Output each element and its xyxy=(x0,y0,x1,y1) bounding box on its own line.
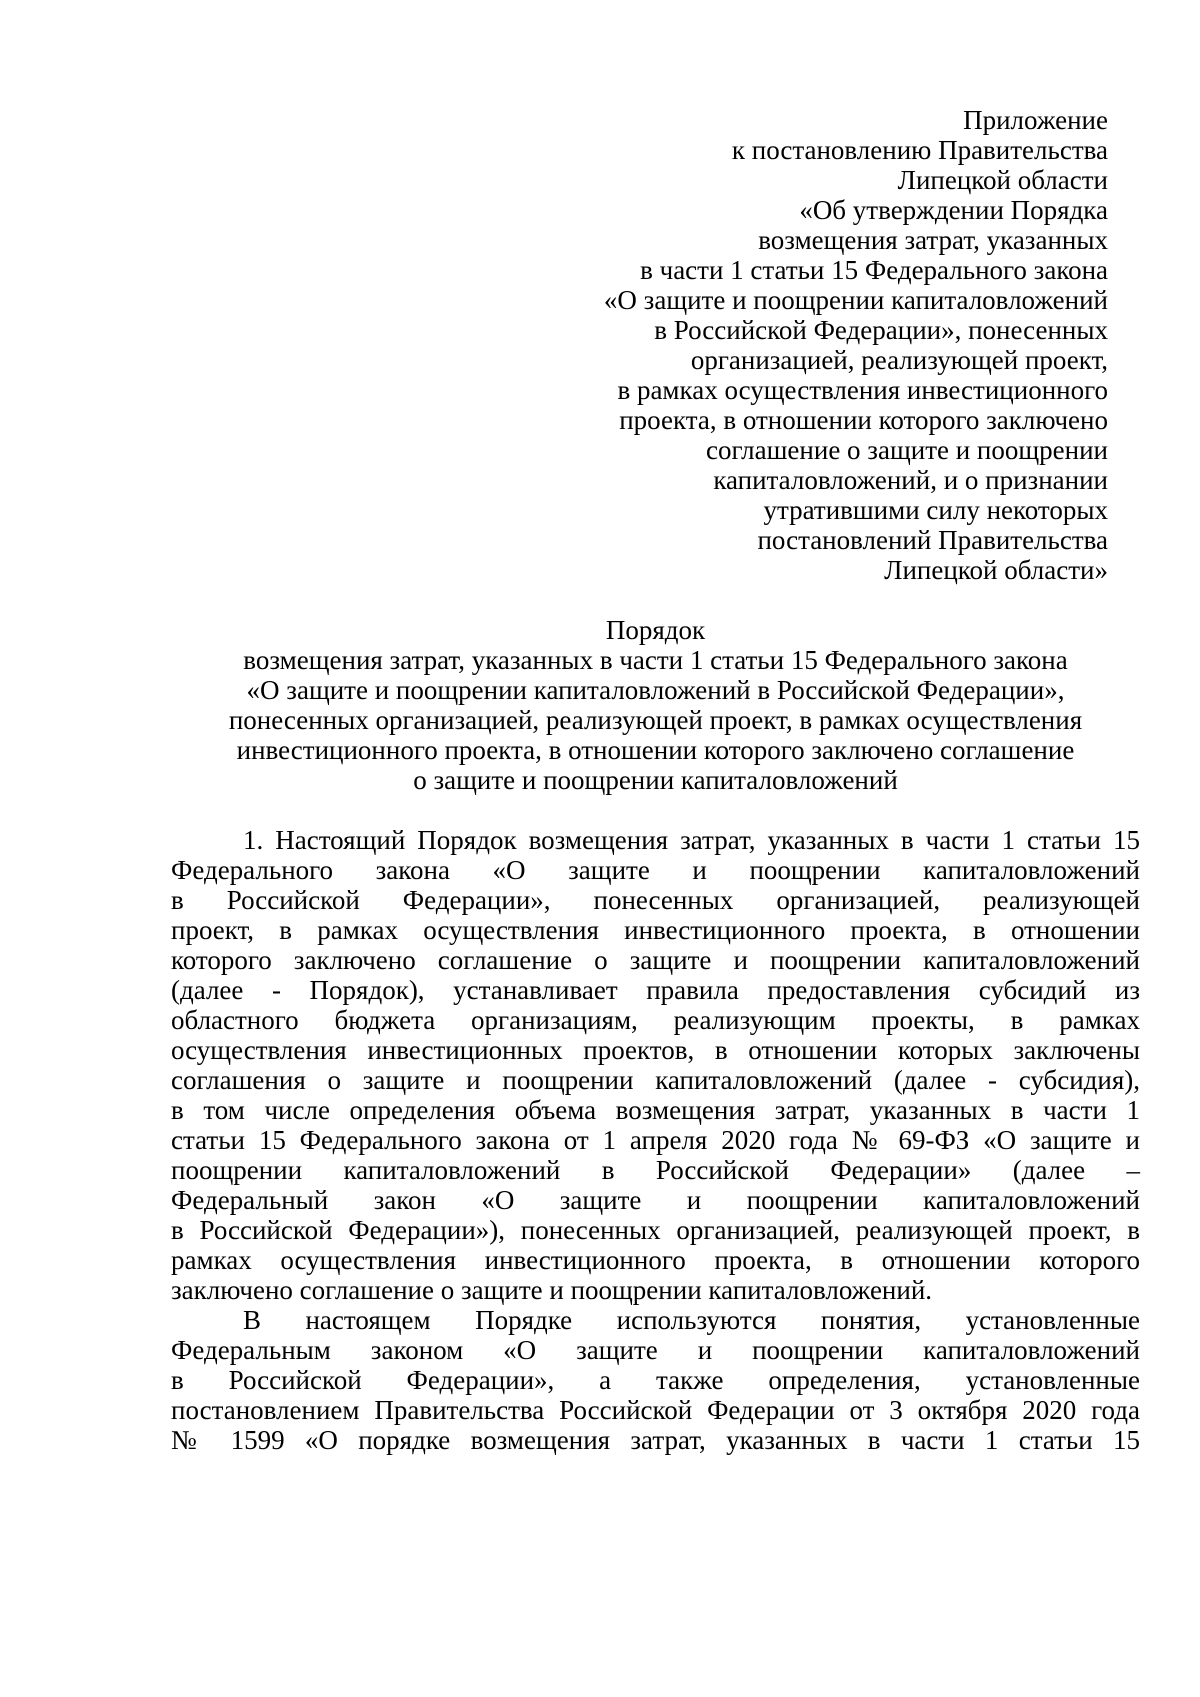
body-line: в Российской Федерации», понесенных организацией, реализующей xyxy=(171,885,1140,915)
body-line: статьи 15 Федерального закона от 1 апреля 2020 года № 69-ФЗ «О защите и xyxy=(171,1125,1140,1155)
body-line: проект, в рамках осуществления инвестиционного проекта, в отношении xyxy=(171,915,1140,945)
body-line: Федеральный закон «О защите и поощрении капиталовложений xyxy=(171,1185,1140,1215)
body-line: № 1599 «О порядке возмещения затрат, указанных в части 1 статьи 15 xyxy=(171,1425,1140,1455)
title-line: инвестиционного проекта, в отношении которого заключено соглашение xyxy=(236,735,1075,765)
body-line: в Российской Федерации»), понесенных организацией, реализующей проект, в xyxy=(171,1215,1140,1245)
body-line: поощрении капиталовложений в Российской Федерации» (далее – xyxy=(171,1155,1140,1185)
appendix-line: постановлений Правительства xyxy=(757,525,1108,555)
title-line: возмещения затрат, указанных в части 1 статьи 15 Федерального закона xyxy=(243,645,1068,675)
body-line: 1. Настоящий Порядок возмещения затрат, указанных в части 1 статьи 15 xyxy=(243,825,1140,855)
title-line: понесенных организацией, реализующей проект, в рамках осуществления xyxy=(228,705,1083,735)
appendix-line: в Российской Федерации», понесенных xyxy=(654,315,1108,345)
body-line: (далее - Порядок), устанавливает правила предоставления субсидий из xyxy=(171,975,1140,1005)
appendix-line: Приложение xyxy=(963,105,1108,135)
appendix-line: возмещения затрат, указанных xyxy=(758,225,1108,255)
body-line: Федерального закона «О защите и поощрении капиталовложений xyxy=(171,855,1140,885)
appendix-line: к постановлению Правительства xyxy=(731,135,1108,165)
body-line: в том числе определения объема возмещения затрат, указанных в части 1 xyxy=(171,1095,1140,1125)
body-line: заключено соглашение о защите и поощрении капиталовложений. xyxy=(171,1275,933,1305)
appendix-line: Липецкой области» xyxy=(884,555,1108,585)
appendix-line: организацией, реализующей проект, xyxy=(690,345,1108,375)
appendix-line: Липецкой области xyxy=(897,165,1108,195)
body-line: областного бюджета организациям, реализующим проекты, в рамках xyxy=(171,1005,1140,1035)
body-line: Федеральным законом «О защите и поощрении капиталовложений xyxy=(171,1335,1140,1365)
appendix-line: проекта, в отношении которого заключено xyxy=(619,405,1108,435)
title-line: Порядок xyxy=(605,615,706,645)
appendix-line: «Об утверждении Порядка xyxy=(799,195,1108,225)
body-line: постановлением Правительства Российской Федерации от 3 октября 2020 года xyxy=(171,1395,1140,1425)
body-line: в Российской Федерации», а также определения, установленные xyxy=(171,1365,1140,1395)
body-line: В настоящем Порядке используются понятия, установленные xyxy=(243,1305,1140,1335)
title-line: «О защите и поощрении капиталовложений в Российской Федерации», xyxy=(246,675,1065,705)
appendix-line: в рамках осуществления инвестиционного xyxy=(617,375,1108,405)
body-line: осуществления инвестиционных проектов, в отношении которых заключены xyxy=(171,1035,1140,1065)
appendix-line: «О защите и поощрении капиталовложений xyxy=(603,285,1108,315)
appendix-line: в части 1 статьи 15 Федерального закона xyxy=(640,255,1108,285)
body-line: рамках осуществления инвестиционного проекта, в отношении которого xyxy=(171,1245,1140,1275)
title-line: о защите и поощрении капиталовложений xyxy=(413,765,898,795)
body-line: которого заключено соглашение о защите и поощрении капиталовложений xyxy=(171,945,1140,975)
appendix-line: утратившими силу некоторых xyxy=(763,495,1108,525)
appendix-line: соглашение о защите и поощрении xyxy=(706,435,1108,465)
body-line: соглашения о защите и поощрении капиталовложений (далее - субсидия), xyxy=(171,1065,1140,1095)
appendix-line: капиталовложений, и о признании xyxy=(713,465,1108,495)
